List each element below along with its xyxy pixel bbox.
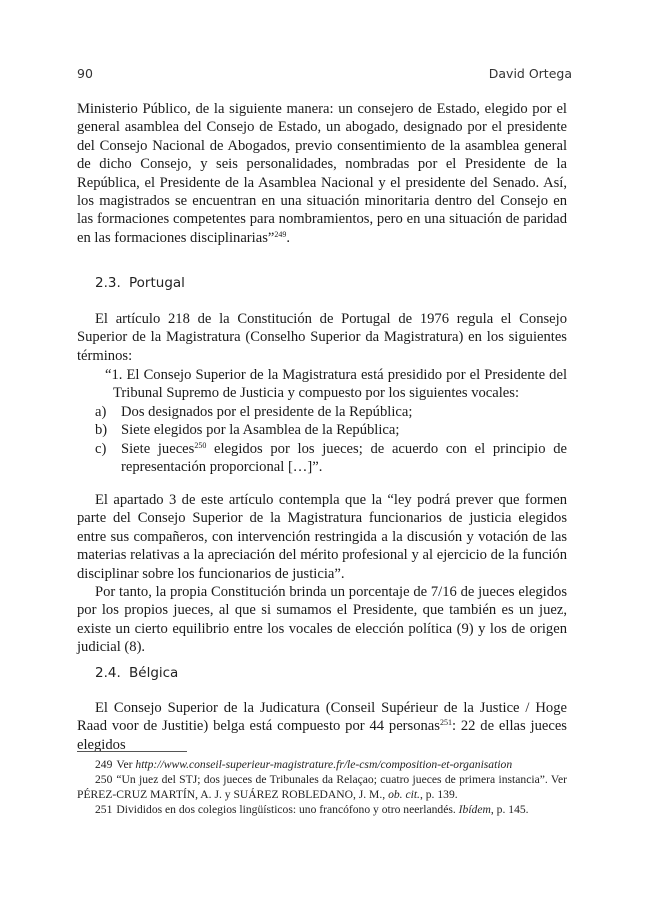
quote-item-b: b) Siete elegidos por la Asamblea de la República;	[95, 422, 400, 439]
footnote-ref-249[interactable]: 249	[274, 229, 287, 239]
quote-main: “1. El Consejo Superior de la Magistratura está presidido por el Presidente del Tribunal Supremo de Justicia y compuesto por los siguientes vocales:	[105, 367, 567, 402]
running-author: David Ortega	[488, 66, 572, 81]
footnote-ref-250[interactable]: 250	[194, 440, 207, 450]
paragraph-intro: Ministerio Público, de la siguiente manera: un consejero de Estado, elegido por el general asamblea del Consejo de Estado, un abogado, designado por el presidente del Consejo Nacional de Abogados, previo consentimiento de la asamblea general de dicho Consejo, y seis personalidades, nombradas por el Presidente de la República, el Presidente de la Asamblea Nacional y el presidente del Senado. Así, los magistrados se encuentran en una situación minoritaria dentro del Consejo en las formaciones competentes para nombramientos, pero en una situación de paridad en las formaciones disciplinarias”$^{249}$.	[77, 101, 567, 246]
paragraph-belgica: El Consejo Superior de la Judicatura (Conseil Supérieur de la Justice / Hoge Raad voor de Justitie) belga está compuesto por 44 personas$^{251}$: 22 de ellas jueces elegidos	[77, 700, 567, 753]
section-number: 2.4.	[95, 665, 121, 681]
footnote-ref-251[interactable]: 251	[439, 718, 452, 728]
footnote-url[interactable]: http://www.conseil-superieur-magistrature.fr/le-csm/composition-et-organisation	[135, 758, 513, 771]
paragraph-apartado: El apartado 3 de este artículo contempla que la “ley podrá prever que formen parte del Consejo Superior de la Magistratura funcionarios de justicia elegidos entre sus compañeros, con intervención restringida a la discusión y votación de las materias relativas a la apreciación del mérito profesional y al ejercicio de la función disciplinar sobre los funcionarios de justicia”.	[77, 492, 567, 582]
footnote-249: 249 Ver http://www.conseil-superieur-magistrature.fr/le-csm/composition-et-organisation	[95, 758, 513, 771]
quote-item-a: a) Dos designados por el presidente de la República;	[95, 403, 413, 420]
footnote-250: 250 “Un juez del STJ; dos jueces de Tribunales da Relaçao; cuatro jueces de primera instancia”. Ver PÉREZ-CRUZ MARTÍN, A. J. y SUÁREZ ROBLEDANO, J. M., ob. cit., p. 139.	[77, 773, 567, 801]
page-number: 90	[77, 66, 93, 81]
section-heading-portugal	[95, 275, 185, 291]
quote-item-c: c) Siete jueces$^{250}$ elegidos por los jueces; de acuerdo con el principio de representación proporcional […]”.	[95, 440, 567, 476]
footnote-251: 251 Divididos en dos colegios lingüísticos: uno francófono y otro neerlandés. Ibídem, p. 145.	[95, 803, 529, 816]
section-heading-belgica	[95, 665, 178, 681]
paragraph-por-tanto: Por tanto, la propia Constitución brinda un porcentaje de 7/16 de jueces elegidos por los propios jueces, al que si sumamos el Presidente, que también es un juez, existe un cierto equilibrio entre los vocales de elección política (9) y los de origen judicial (8).	[77, 584, 567, 656]
block-quote	[95, 366, 567, 476]
section-title: Bélgica	[129, 665, 179, 681]
section-number: 2.3.	[95, 275, 121, 291]
footnote-separator	[77, 751, 187, 752]
paragraph-portugal: El artículo 218 de la Constitución de Portugal de 1976 regula el Consejo Superior de la Magistratura (Conselho Superior da Magistratura) en los siguientes términos:	[77, 311, 567, 364]
paragraph-text: Ministerio Público, de la siguiente manera: un consejero de Estado, elegido por el general asamblea del Consejo de Estado, un abogado, designado por el presidente del Consejo Nacional de Abogados, previo consentimiento de la asamblea general de dicho Consejo, y seis personalidades, nombradas por el Presidente de la República, el Presidente de la Asamblea Nacional y el presidente del Senado. Así, los magistrados se encuentran en una situación minoritaria dentro del Consejo en las formaciones competentes para nombramientos, pero en una situación de paridad en las formaciones disciplinarias”	[77, 101, 567, 246]
section-title: Portugal	[129, 275, 185, 291]
